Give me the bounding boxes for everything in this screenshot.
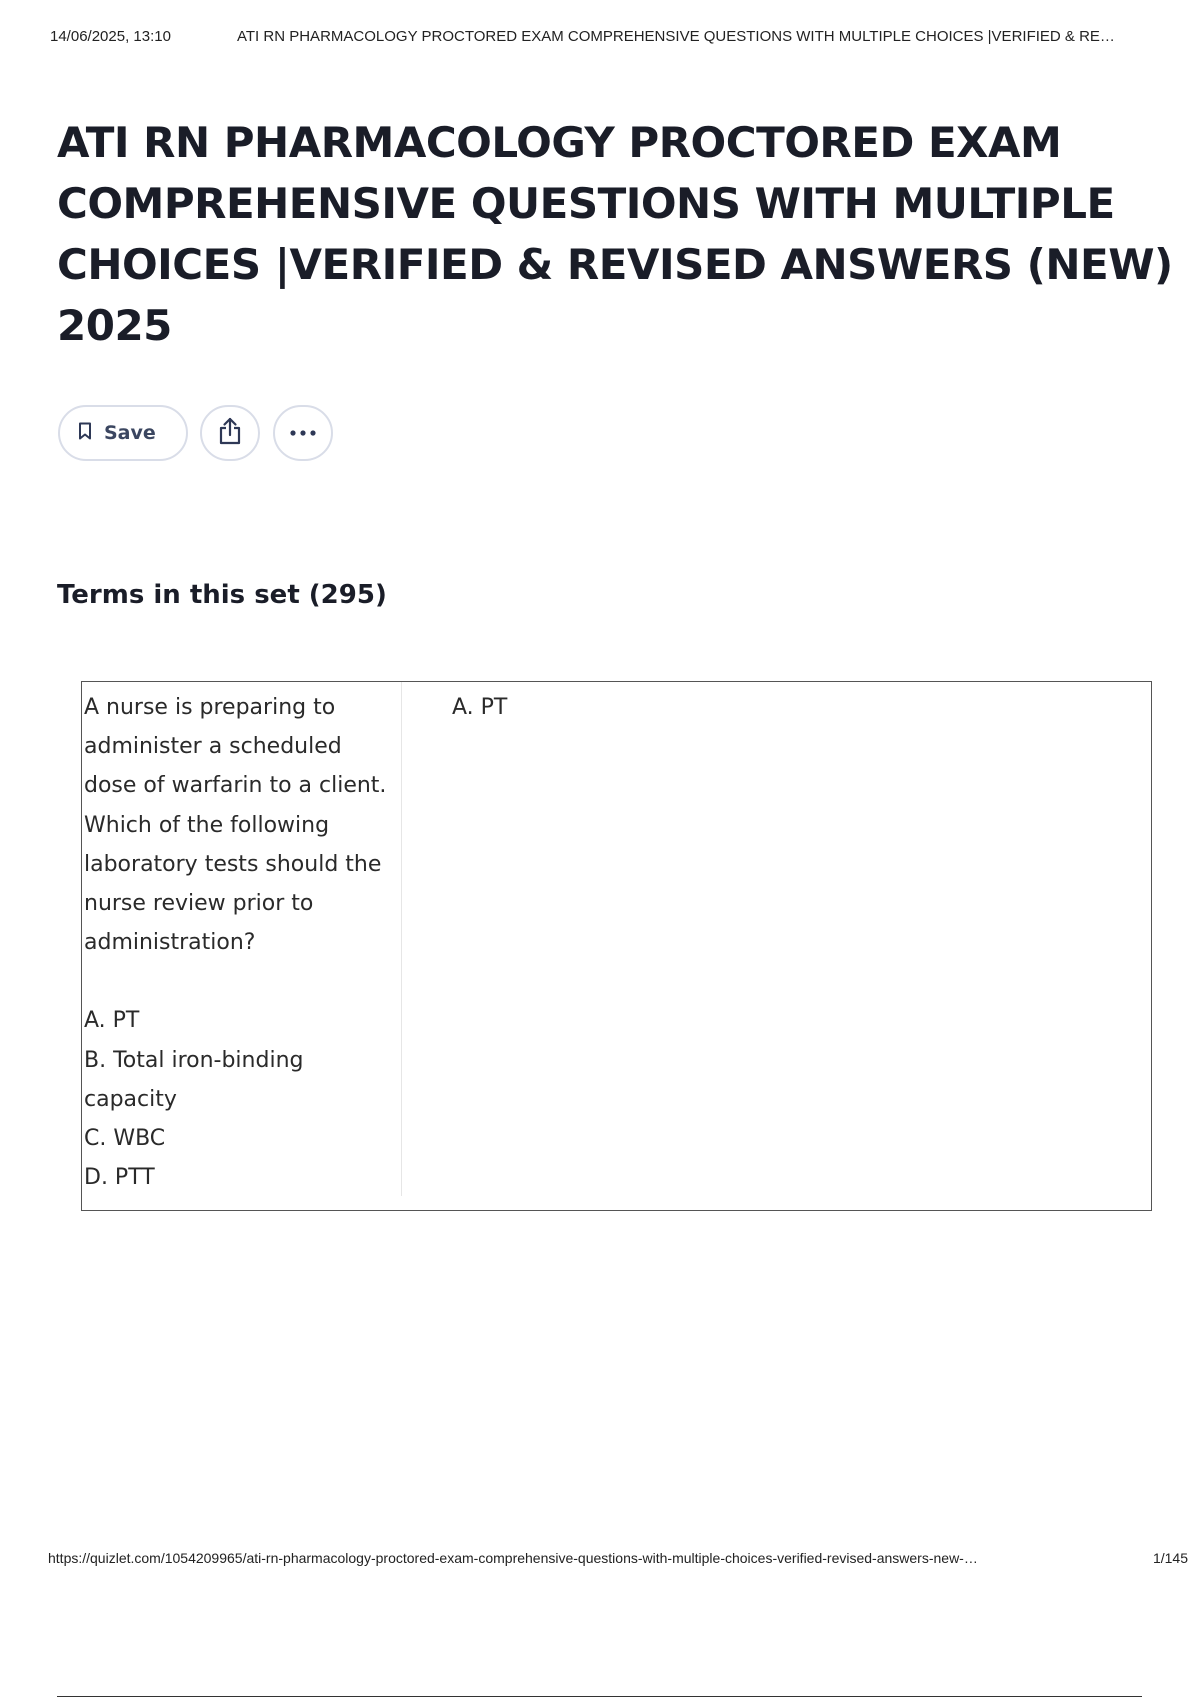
terms-heading: Terms in this set (295) (57, 580, 387, 610)
page-divider (57, 1696, 1142, 1697)
term-question: A nurse is preparing to administer a scheduled dose of warfarin to a client. Which of the following laboratory tests should the nurse review prior to administration? (84, 695, 387, 956)
more-options-button[interactable] (273, 405, 333, 461)
save-button[interactable] (58, 405, 188, 461)
term-option: D. PTT (84, 1165, 155, 1191)
print-page-number: 1/145 (1152, 1550, 1188, 1566)
bookmark-icon (78, 422, 92, 445)
share-button[interactable] (200, 405, 260, 461)
term-option: C. WBC (84, 1126, 166, 1152)
action-bar (58, 403, 346, 463)
print-url: https://quizlet.com/1054209965/ati-rn-pharmacology-proctored-exam-comprehensive-questions-with-multiple-choices-verified-revised-answers-new-… (48, 1550, 978, 1566)
term-options (84, 1001, 401, 1197)
term-question-side (82, 682, 402, 1196)
print-datetime: 14/06/2025, 13:10 (50, 28, 171, 45)
print-doc-title: ATI RN PHARMACOLOGY PROCTORED EXAM COMPREHENSIVE QUESTIONS WITH MULTIPLE CHOICES |VERIFIED & RE… (237, 28, 1115, 45)
term-option: A. PT (84, 1008, 140, 1034)
term-option: B. Total iron-binding capacity (84, 1047, 304, 1112)
more-horizontal-icon (289, 424, 317, 442)
save-button-label: Save (104, 422, 156, 444)
page-title: ATI RN PHARMACOLOGY PROCTORED EXAM COMPREHENSIVE QUESTIONS WITH MULTIPLE CHOICES |VERIFIED & REVISED ANSWERS (NEW) 2025 (57, 118, 1173, 350)
term-card (81, 681, 1152, 1211)
term-answer: A. PT (452, 695, 508, 720)
share-icon (217, 416, 243, 451)
